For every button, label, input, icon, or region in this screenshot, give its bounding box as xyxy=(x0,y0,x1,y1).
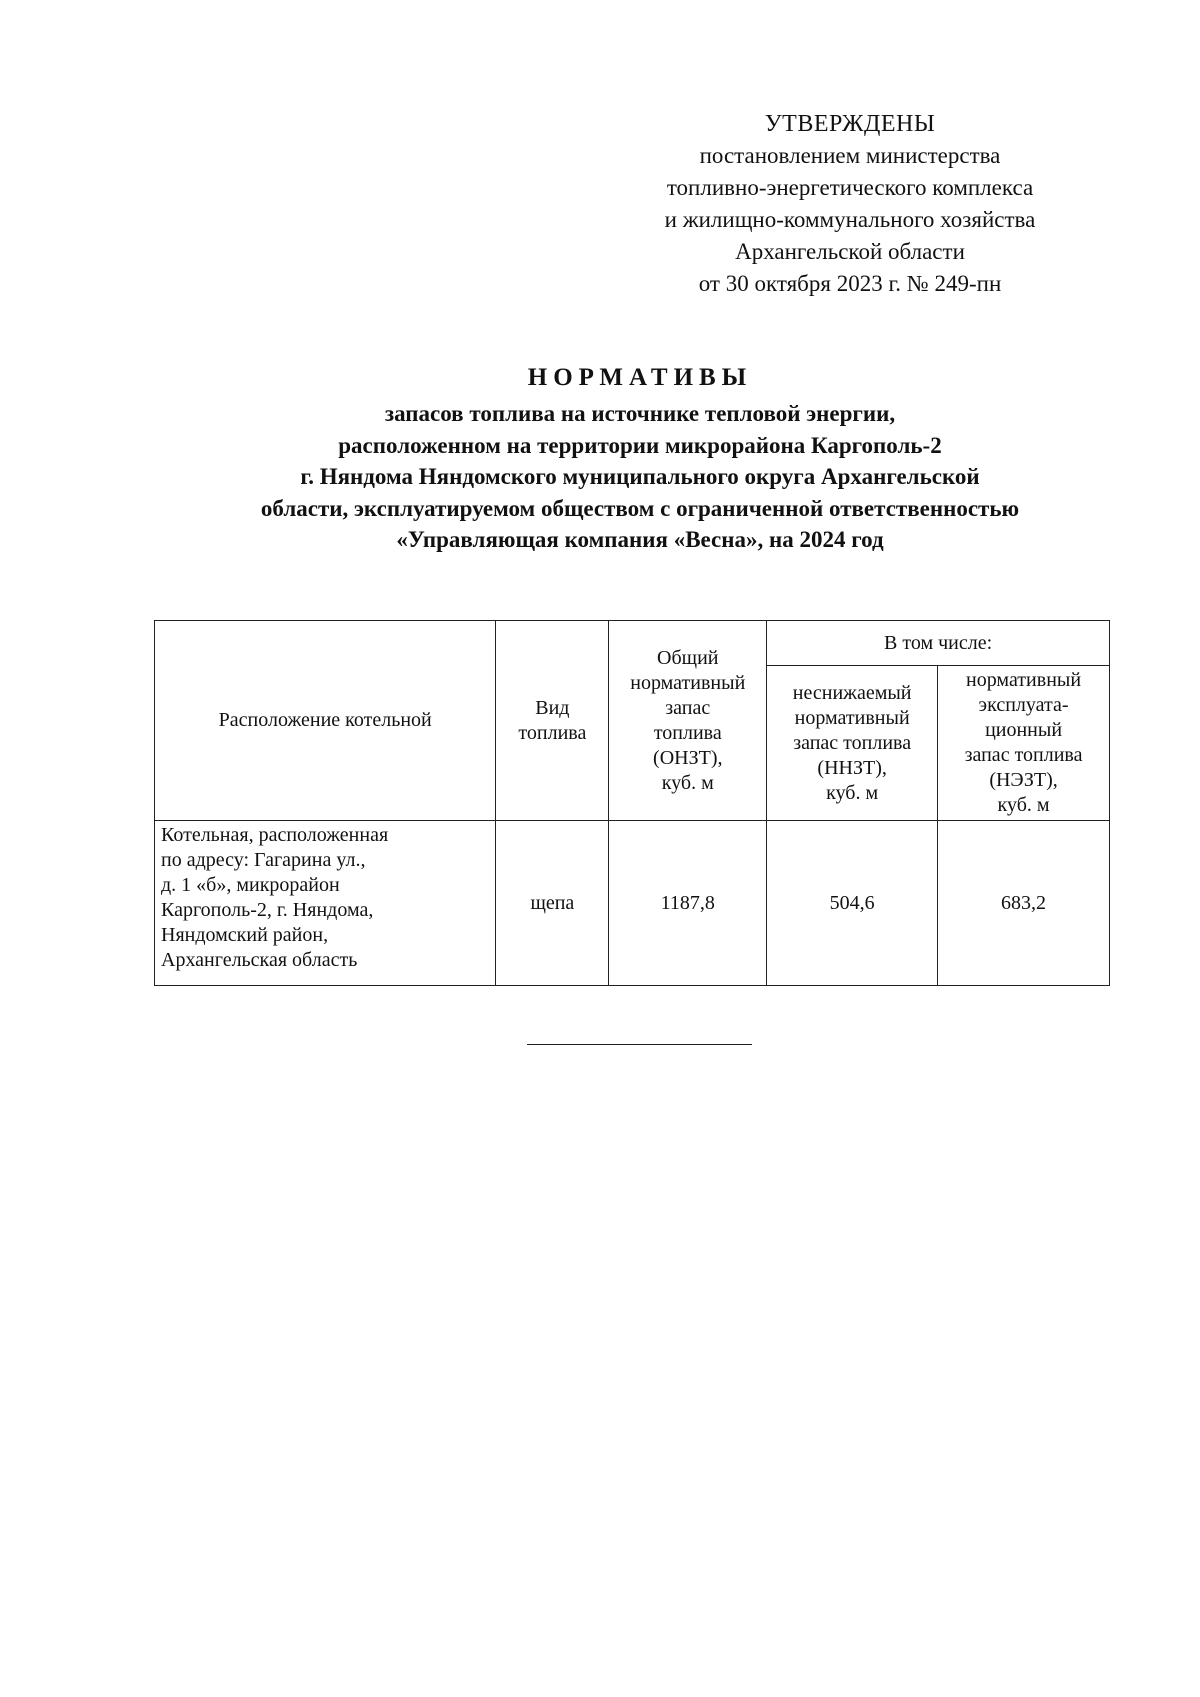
header-nezt-line: нормативный xyxy=(966,669,1082,691)
header-nnzt-line: (ННЗТ), xyxy=(817,756,887,779)
header-nnzt-line: запас топлива xyxy=(793,731,912,754)
header-total-line: (ОНЗТ), xyxy=(653,746,723,769)
header-total-line: запас xyxy=(665,696,711,719)
cell-location-line: Каргополь-2, г. Няндома, xyxy=(161,899,374,921)
header-total-line: куб. м xyxy=(661,771,714,794)
header-location: Расположение котельной xyxy=(155,621,496,821)
approval-line: от 30 октября 2023 г. № 249-пн xyxy=(698,271,1002,296)
header-nnzt-line: нормативный xyxy=(794,706,910,729)
header-nnzt xyxy=(767,666,938,821)
cell-location-line: Архангельская область xyxy=(161,949,358,971)
title-line: запасов топлива на источнике тепловой энергии, xyxy=(384,401,896,426)
approval-stamp xyxy=(600,108,1100,300)
header-nezt xyxy=(938,666,1110,821)
cell-nezt: 683,2 xyxy=(938,821,1110,986)
title-line: области, эксплуатируемом обществом с ограниченной ответственностью xyxy=(260,495,1020,521)
header-total-line: топлива xyxy=(653,721,722,744)
header-nnzt-line: неснижаемый xyxy=(792,681,912,704)
cell-location-line: Няндомский район, xyxy=(161,924,329,946)
header-nezt-line: ционный xyxy=(985,719,1063,741)
cell-location-line: Котельная, расположенная xyxy=(161,824,389,846)
approval-line: топливно-энергетического комплекса xyxy=(666,175,1034,200)
header-total-line: нормативный xyxy=(630,671,746,694)
title-main: НОРМАТИВЫ xyxy=(527,364,753,391)
cell-fuel-type: щепа xyxy=(496,821,609,986)
cell-total-onzt: 1187,8 xyxy=(609,821,767,986)
header-nezt-line: (НЭЗТ), xyxy=(989,769,1058,791)
cell-nnzt: 504,6 xyxy=(767,821,938,986)
cell-location xyxy=(155,821,496,986)
header-nezt-line: куб. м xyxy=(997,794,1050,816)
header-including: В том числе: xyxy=(767,621,1110,666)
header-total-line: Общий xyxy=(657,646,719,669)
header-nezt-line: эксплуата- xyxy=(978,694,1069,716)
header-fuel-type-line: Вид xyxy=(535,696,570,719)
document-title xyxy=(120,360,1160,556)
header-fuel-type xyxy=(496,621,609,821)
title-line: расположенном на территории микрорайона Каргополь-2 xyxy=(338,432,942,458)
cell-location-line: д. 1 «б», микрорайон xyxy=(161,874,340,896)
approval-line: Архангельской области xyxy=(735,239,965,264)
approval-line: и жилищно-коммунального хозяйства xyxy=(664,207,1036,232)
cell-location-line: по адресу: Гагарина ул., xyxy=(161,849,366,871)
title-line: «Управляющая компания «Весна», на 2024 год xyxy=(396,527,884,552)
header-nnzt-line: куб. м xyxy=(826,781,879,804)
header-fuel-type-line: топлива xyxy=(518,721,587,744)
title-line: г. Няндома Няндомского муниципального округа Архангельской xyxy=(300,464,980,489)
table-header-row xyxy=(155,621,1110,666)
approval-heading: УТВЕРЖДЕНЫ xyxy=(764,111,936,137)
header-total-onzt xyxy=(609,621,767,821)
approval-line: постановлением министерства xyxy=(699,143,1001,168)
end-divider xyxy=(527,1044,752,1045)
fuel-norms-table xyxy=(154,620,1110,986)
table-row xyxy=(155,821,1110,986)
header-nezt-line: запас топлива xyxy=(964,744,1083,766)
